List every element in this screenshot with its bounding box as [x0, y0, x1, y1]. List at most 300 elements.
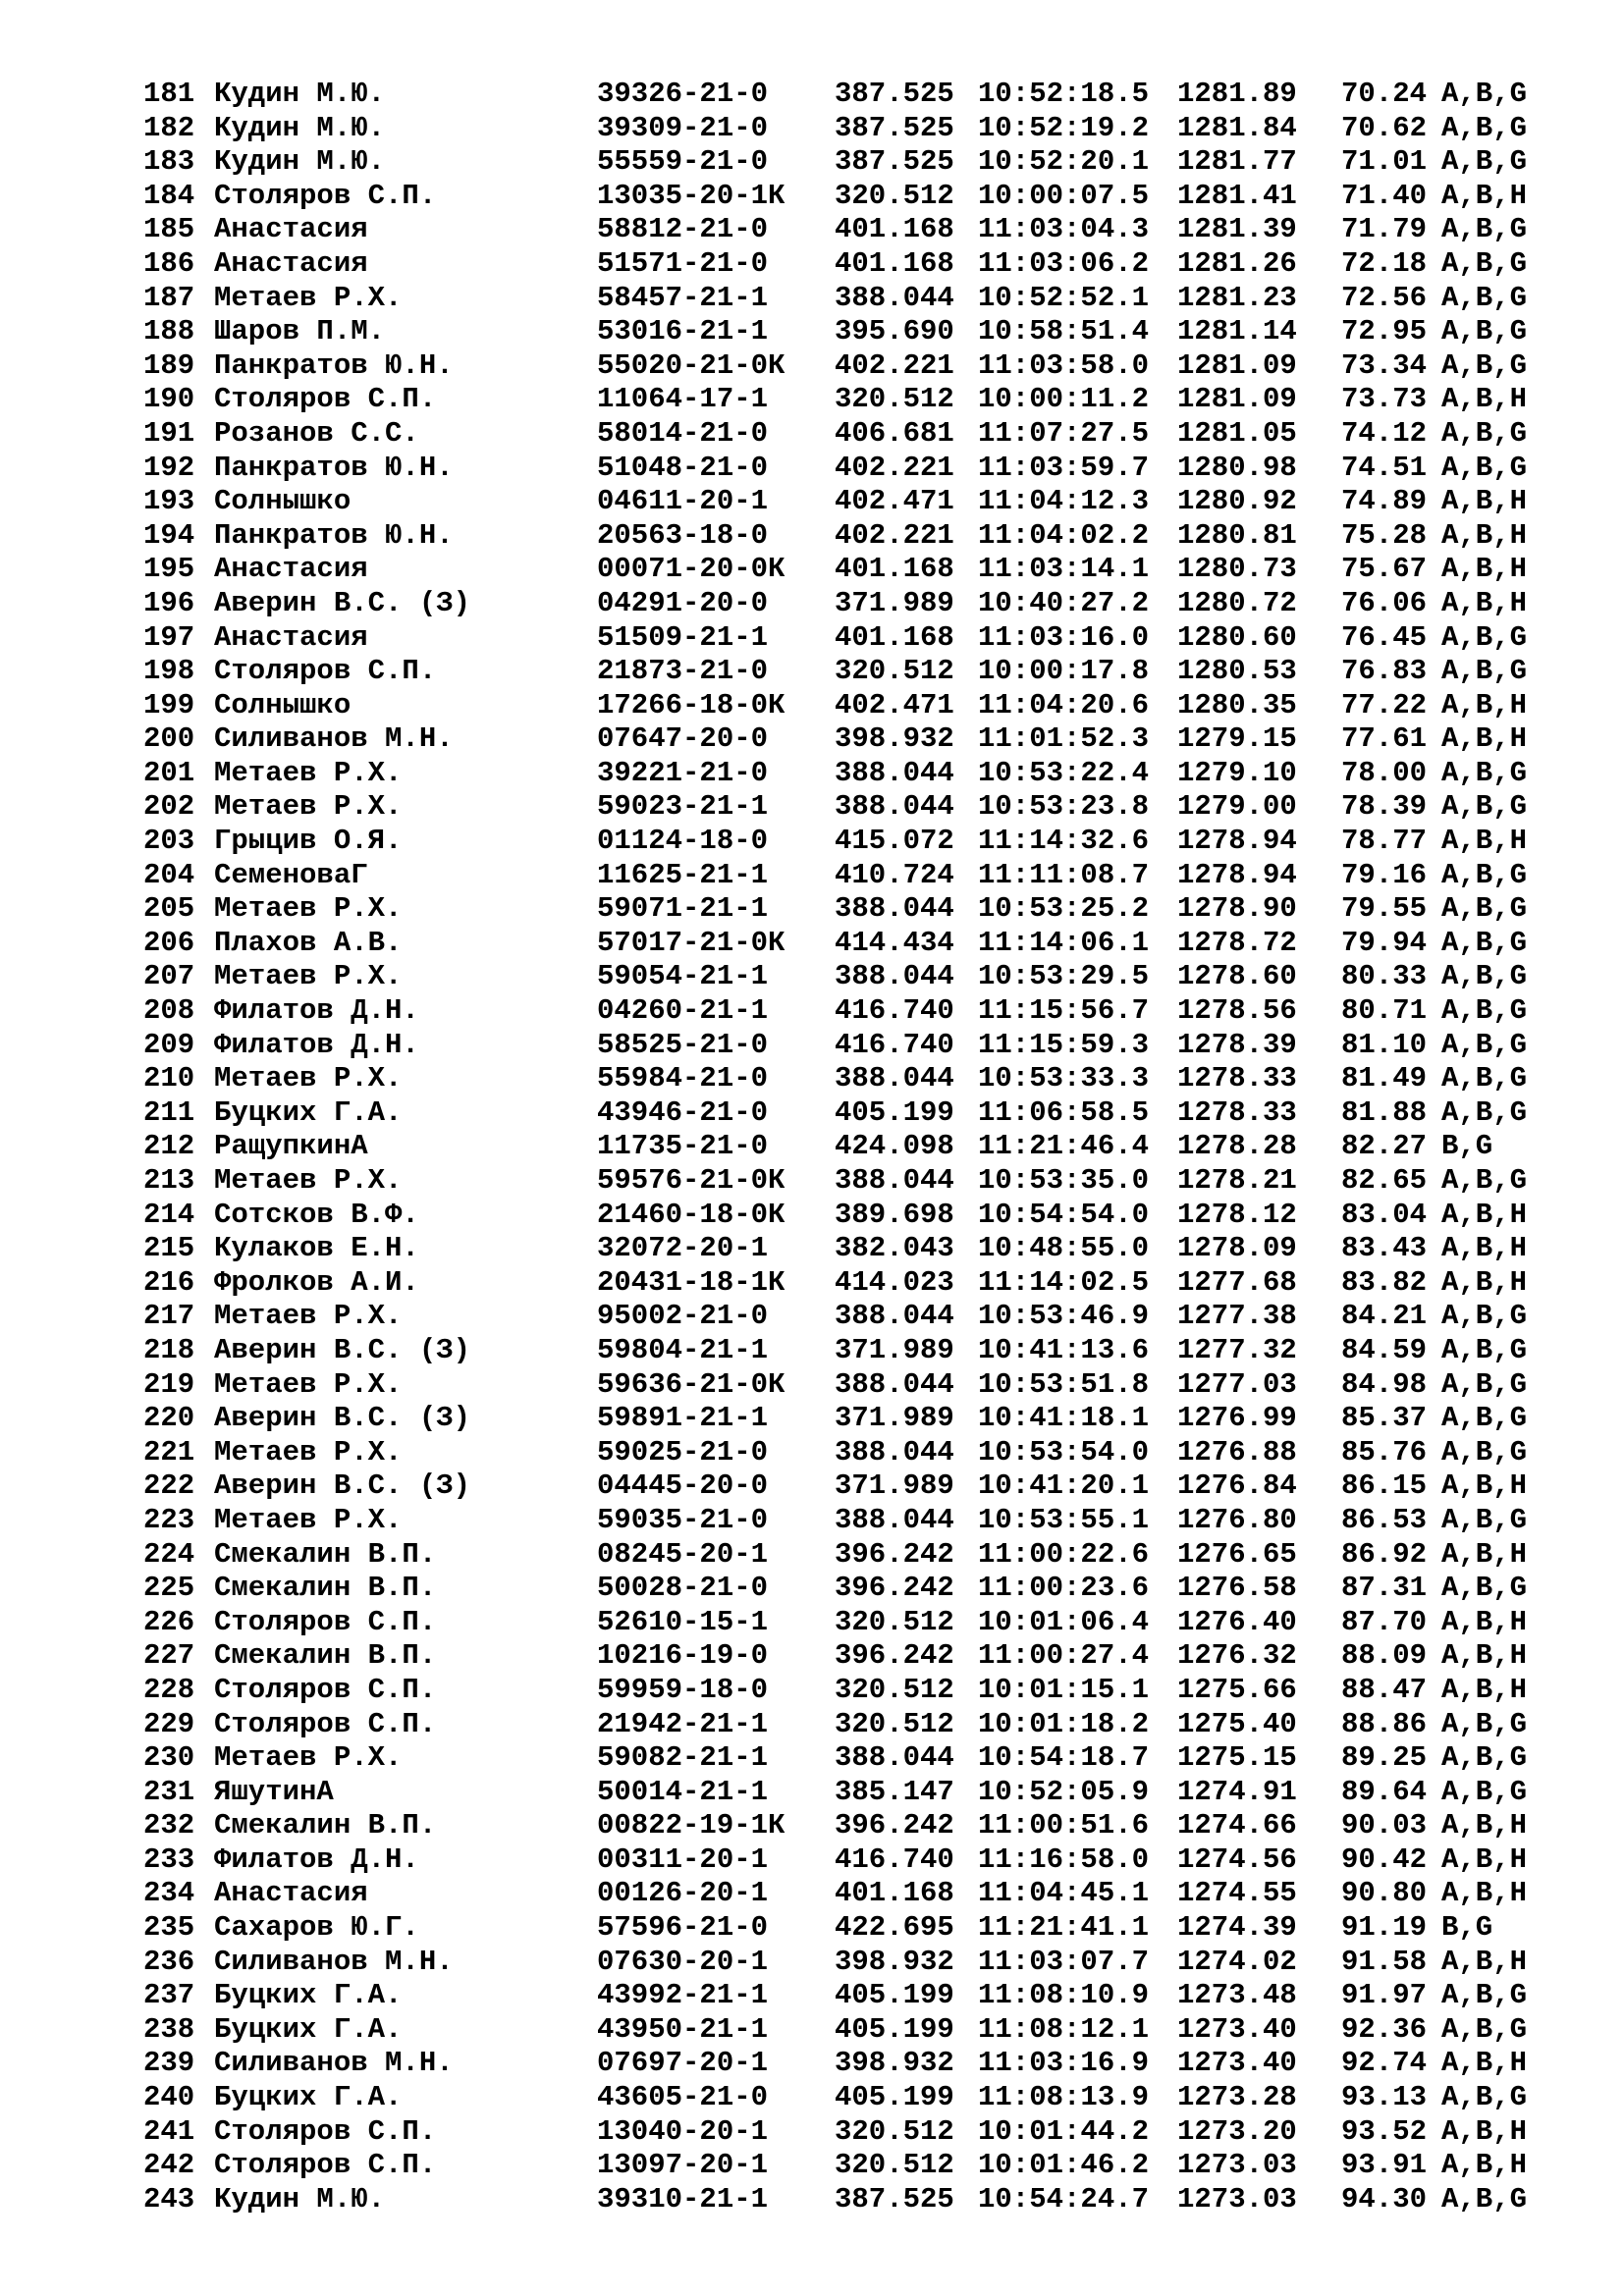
table-row — [143, 1130, 1598, 1164]
distance-cell: 389.698 — [835, 1198, 954, 1231]
categories-cell: B,G — [1441, 1911, 1493, 1945]
place-cell: 192 — [143, 451, 195, 484]
ring-number-cell: 04260-21-1 — [597, 994, 769, 1028]
distance-cell: 402.221 — [835, 518, 954, 552]
categories-cell: A,B,G — [1441, 416, 1528, 450]
distance-cell: 320.512 — [835, 1605, 954, 1638]
table-row — [143, 1741, 1598, 1776]
arrival-time-cell: 11:03:07.7 — [978, 1945, 1150, 1978]
arrival-time-cell: 10:53:29.5 — [978, 960, 1150, 993]
place-cell: 205 — [143, 892, 195, 926]
place-cell: 204 — [143, 858, 195, 891]
coefficient-cell: 71.40 — [1341, 179, 1428, 212]
ring-number-cell: 59891-21-1 — [597, 1402, 769, 1435]
coefficient-cell: 89.64 — [1341, 1775, 1428, 1808]
place-cell: 234 — [143, 1877, 195, 1910]
table-row — [143, 1469, 1598, 1504]
speed-cell: 1276.32 — [1177, 1639, 1297, 1673]
speed-cell: 1280.81 — [1177, 518, 1297, 552]
arrival-time-cell: 10:01:06.4 — [978, 1605, 1150, 1638]
coefficient-cell: 87.31 — [1341, 1572, 1428, 1605]
speed-cell: 1274.56 — [1177, 1842, 1297, 1876]
table-row — [143, 2115, 1598, 2150]
place-cell: 236 — [143, 1945, 195, 1978]
fancier-name-cell: РащупкинА — [214, 1130, 368, 1163]
arrival-time-cell: 11:14:32.6 — [978, 825, 1150, 858]
place-cell: 199 — [143, 688, 195, 721]
speed-cell: 1276.88 — [1177, 1435, 1297, 1468]
arrival-time-cell: 10:53:25.2 — [978, 892, 1150, 926]
categories-cell: A,B,G — [1441, 315, 1528, 348]
place-cell: 242 — [143, 2149, 195, 2182]
ring-number-cell: 00071-20-0К — [597, 553, 785, 586]
fancier-name-cell: Филатов Д.Н. — [214, 1028, 419, 1061]
ring-number-cell: 59576-21-0К — [597, 1164, 785, 1197]
speed-cell: 1273.03 — [1177, 2182, 1297, 2216]
table-row — [143, 1946, 1598, 1980]
place-cell: 231 — [143, 1775, 195, 1808]
speed-cell: 1276.84 — [1177, 1469, 1297, 1503]
distance-cell: 320.512 — [835, 1707, 954, 1740]
arrival-time-cell: 10:48:55.0 — [978, 1232, 1150, 1265]
place-cell: 201 — [143, 756, 195, 789]
place-cell: 207 — [143, 960, 195, 993]
distance-cell: 388.044 — [835, 790, 954, 824]
place-cell: 181 — [143, 78, 195, 110]
place-cell: 227 — [143, 1639, 195, 1673]
fancier-name-cell: Аверин В.С. (З) — [214, 586, 471, 619]
distance-cell: 388.044 — [835, 1741, 954, 1775]
speed-cell: 1277.68 — [1177, 1265, 1297, 1299]
table-row — [143, 349, 1598, 384]
fancier-name-cell: Столяров С.П. — [214, 655, 437, 688]
coefficient-cell: 91.58 — [1341, 1945, 1428, 1978]
coefficient-cell: 94.30 — [1341, 2182, 1428, 2216]
distance-cell: 398.932 — [835, 1945, 954, 1978]
coefficient-cell: 92.74 — [1341, 2047, 1428, 2080]
ring-number-cell: 52610-15-1 — [597, 1605, 769, 1638]
arrival-time-cell: 11:03:58.0 — [978, 348, 1150, 382]
table-row — [143, 1334, 1598, 1368]
fancier-name-cell: Кудин М.Ю. — [214, 145, 386, 179]
coefficient-cell: 72.95 — [1341, 315, 1428, 348]
fancier-name-cell: Столяров С.П. — [214, 2149, 437, 2182]
coefficient-cell: 90.42 — [1341, 1842, 1428, 1876]
coefficient-cell: 78.39 — [1341, 790, 1428, 824]
distance-cell: 401.168 — [835, 620, 954, 654]
place-cell: 241 — [143, 2114, 195, 2148]
fancier-name-cell: Сахаров Ю.Г. — [214, 1911, 419, 1945]
categories-cell: A,B,G — [1441, 655, 1528, 688]
place-cell: 182 — [143, 111, 195, 144]
arrival-time-cell: 10:00:11.2 — [978, 383, 1150, 416]
arrival-time-cell: 10:58:51.4 — [978, 315, 1150, 348]
place-cell: 223 — [143, 1503, 195, 1536]
distance-cell: 387.525 — [835, 78, 954, 110]
speed-cell: 1273.40 — [1177, 2047, 1297, 2080]
fancier-name-cell: Сотсков В.Ф. — [214, 1198, 419, 1231]
place-cell: 188 — [143, 315, 195, 348]
arrival-time-cell: 11:11:08.7 — [978, 858, 1150, 891]
table-row — [143, 927, 1598, 961]
categories-cell: A,B,H — [1441, 553, 1528, 586]
fancier-name-cell: Столяров С.П. — [214, 1605, 437, 1638]
ring-number-cell: 55020-21-0К — [597, 348, 785, 382]
speed-cell: 1278.39 — [1177, 1028, 1297, 1061]
place-cell: 237 — [143, 1979, 195, 2012]
speed-cell: 1281.26 — [1177, 246, 1297, 280]
distance-cell: 371.989 — [835, 1333, 954, 1366]
ring-number-cell: 59636-21-0К — [597, 1367, 785, 1401]
fancier-name-cell: Панкратов Ю.Н. — [214, 451, 454, 484]
fancier-name-cell: Метаев Р.Х. — [214, 1503, 403, 1536]
categories-cell: A,B,G — [1441, 2182, 1528, 2216]
categories-cell: A,B,G — [1441, 1164, 1528, 1197]
ring-number-cell: 32072-20-1 — [597, 1232, 769, 1265]
ring-number-cell: 21942-21-1 — [597, 1707, 769, 1740]
place-cell: 238 — [143, 2012, 195, 2046]
categories-cell: A,B,H — [1441, 1639, 1528, 1673]
categories-cell: A,B,G — [1441, 246, 1528, 280]
speed-cell: 1276.80 — [1177, 1503, 1297, 1536]
distance-cell: 414.434 — [835, 926, 954, 959]
table-row — [143, 2183, 1598, 2217]
table-row — [143, 994, 1598, 1029]
distance-cell: 405.199 — [835, 2081, 954, 2114]
place-cell: 190 — [143, 383, 195, 416]
coefficient-cell: 87.70 — [1341, 1605, 1428, 1638]
ring-number-cell: 11735-21-0 — [597, 1130, 769, 1163]
fancier-name-cell: Аверин В.С. (З) — [214, 1402, 471, 1435]
speed-cell: 1280.35 — [1177, 688, 1297, 721]
distance-cell: 388.044 — [835, 1062, 954, 1095]
coefficient-cell: 79.55 — [1341, 892, 1428, 926]
fancier-name-cell: Столяров С.П. — [214, 2114, 437, 2148]
coefficient-cell: 90.03 — [1341, 1809, 1428, 1842]
coefficient-cell: 79.94 — [1341, 926, 1428, 959]
distance-cell: 424.098 — [835, 1130, 954, 1163]
place-cell: 185 — [143, 213, 195, 246]
table-row — [143, 655, 1598, 689]
arrival-time-cell: 11:00:27.4 — [978, 1639, 1150, 1673]
distance-cell: 396.242 — [835, 1537, 954, 1571]
arrival-time-cell: 11:04:45.1 — [978, 1877, 1150, 1910]
distance-cell: 405.199 — [835, 1979, 954, 2012]
ring-number-cell: 13035-20-1К — [597, 179, 785, 212]
coefficient-cell: 70.24 — [1341, 78, 1428, 110]
table-row — [143, 1062, 1598, 1096]
place-cell: 235 — [143, 1911, 195, 1945]
table-row — [143, 790, 1598, 825]
coefficient-cell: 80.71 — [1341, 994, 1428, 1028]
fancier-name-cell: Грыцив О.Я. — [214, 825, 403, 858]
arrival-time-cell: 11:03:14.1 — [978, 553, 1150, 586]
place-cell: 232 — [143, 1809, 195, 1842]
ring-number-cell: 07697-20-1 — [597, 2047, 769, 2080]
distance-cell: 388.044 — [835, 1435, 954, 1468]
place-cell: 226 — [143, 1605, 195, 1638]
fancier-name-cell: Метаев Р.Х. — [214, 790, 403, 824]
place-cell: 233 — [143, 1842, 195, 1876]
table-row — [143, 1538, 1598, 1573]
ring-number-cell: 39310-21-1 — [597, 2182, 769, 2216]
table-row — [143, 1674, 1598, 1708]
arrival-time-cell: 10:01:15.1 — [978, 1673, 1150, 1706]
speed-cell: 1281.14 — [1177, 315, 1297, 348]
ring-number-cell: 20563-18-0 — [597, 518, 769, 552]
speed-cell: 1278.33 — [1177, 1095, 1297, 1129]
coefficient-cell: 72.56 — [1341, 281, 1428, 314]
arrival-time-cell: 11:04:02.2 — [978, 518, 1150, 552]
arrival-time-cell: 11:08:13.9 — [978, 2081, 1150, 2114]
coefficient-cell: 85.76 — [1341, 1435, 1428, 1468]
coefficient-cell: 88.09 — [1341, 1639, 1428, 1673]
coefficient-cell: 71.79 — [1341, 213, 1428, 246]
categories-cell: A,B,G — [1441, 1979, 1528, 2012]
arrival-time-cell: 10:54:54.0 — [978, 1198, 1150, 1231]
categories-cell: A,B,H — [1441, 383, 1528, 416]
speed-cell: 1281.39 — [1177, 213, 1297, 246]
coefficient-cell: 81.49 — [1341, 1062, 1428, 1095]
distance-cell: 320.512 — [835, 2149, 954, 2182]
coefficient-cell: 84.98 — [1341, 1367, 1428, 1401]
distance-cell: 385.147 — [835, 1775, 954, 1808]
arrival-time-cell: 10:52:20.1 — [978, 145, 1150, 179]
distance-cell: 398.932 — [835, 722, 954, 756]
distance-cell: 371.989 — [835, 1469, 954, 1503]
categories-cell: A,B,G — [1441, 2012, 1528, 2046]
table-row — [143, 485, 1598, 519]
fancier-name-cell: Столяров С.П. — [214, 179, 437, 212]
arrival-time-cell: 10:52:19.2 — [978, 111, 1150, 144]
fancier-name-cell: Аверин В.С. (З) — [214, 1333, 471, 1366]
speed-cell: 1278.33 — [1177, 1062, 1297, 1095]
coefficient-cell: 72.18 — [1341, 246, 1428, 280]
coefficient-cell: 86.92 — [1341, 1537, 1428, 1571]
place-cell: 211 — [143, 1095, 195, 1129]
speed-cell: 1281.09 — [1177, 348, 1297, 382]
arrival-time-cell: 10:53:55.1 — [978, 1503, 1150, 1536]
arrival-time-cell: 10:52:52.1 — [978, 281, 1150, 314]
categories-cell: A,B,H — [1441, 825, 1528, 858]
place-cell: 221 — [143, 1435, 195, 1468]
place-cell: 187 — [143, 281, 195, 314]
ring-number-cell: 57017-21-0К — [597, 926, 785, 959]
categories-cell: A,B,H — [1441, 485, 1528, 518]
table-row — [143, 145, 1598, 180]
ring-number-cell: 21873-21-0 — [597, 655, 769, 688]
coefficient-cell: 84.21 — [1341, 1300, 1428, 1333]
place-cell: 217 — [143, 1300, 195, 1333]
place-cell: 215 — [143, 1232, 195, 1265]
categories-cell: A,B,H — [1441, 1877, 1528, 1910]
speed-cell: 1278.60 — [1177, 960, 1297, 993]
fancier-name-cell: Розанов С.С. — [214, 416, 419, 450]
ring-number-cell: 57596-21-0 — [597, 1911, 769, 1945]
speed-cell: 1273.28 — [1177, 2081, 1297, 2114]
speed-cell: 1278.90 — [1177, 892, 1297, 926]
ring-number-cell: 39326-21-0 — [597, 78, 769, 110]
fancier-name-cell: Силиванов М.Н. — [214, 722, 454, 756]
coefficient-cell: 83.43 — [1341, 1232, 1428, 1265]
table-row — [143, 2081, 1598, 2115]
table-row — [143, 180, 1598, 214]
table-row — [143, 282, 1598, 316]
arrival-time-cell: 11:04:20.6 — [978, 688, 1150, 721]
table-row — [143, 1199, 1598, 1233]
arrival-time-cell: 10:53:35.0 — [978, 1164, 1150, 1197]
table-row — [143, 553, 1598, 587]
place-cell: 184 — [143, 179, 195, 212]
speed-cell: 1281.05 — [1177, 416, 1297, 450]
table-row — [143, 78, 1598, 112]
distance-cell: 388.044 — [835, 1503, 954, 1536]
ring-number-cell: 01124-18-0 — [597, 825, 769, 858]
speed-cell: 1278.56 — [1177, 994, 1297, 1028]
place-cell: 220 — [143, 1402, 195, 1435]
distance-cell: 382.043 — [835, 1232, 954, 1265]
coefficient-cell: 78.77 — [1341, 825, 1428, 858]
speed-cell: 1278.12 — [1177, 1198, 1297, 1231]
distance-cell: 371.989 — [835, 1402, 954, 1435]
fancier-name-cell: Метаев Р.Х. — [214, 756, 403, 789]
arrival-time-cell: 11:07:27.5 — [978, 416, 1150, 450]
categories-cell: A,B,H — [1441, 1198, 1528, 1231]
ring-number-cell: 00311-20-1 — [597, 1842, 769, 1876]
fancier-name-cell: Шаров П.М. — [214, 315, 386, 348]
coefficient-cell: 71.01 — [1341, 145, 1428, 179]
categories-cell: A,B,H — [1441, 2114, 1528, 2148]
ring-number-cell: 43992-21-1 — [597, 1979, 769, 2012]
categories-cell: A,B,G — [1441, 790, 1528, 824]
arrival-time-cell: 11:03:16.9 — [978, 2047, 1150, 2080]
ring-number-cell: 55984-21-0 — [597, 1062, 769, 1095]
ring-number-cell: 59071-21-1 — [597, 892, 769, 926]
categories-cell: B,G — [1441, 1130, 1493, 1163]
distance-cell: 415.072 — [835, 825, 954, 858]
place-cell: 218 — [143, 1333, 195, 1366]
arrival-time-cell: 10:01:46.2 — [978, 2149, 1150, 2182]
ring-number-cell: 13040-20-1 — [597, 2114, 769, 2148]
ring-number-cell: 11625-21-1 — [597, 858, 769, 891]
fancier-name-cell: Метаев Р.Х. — [214, 1367, 403, 1401]
ring-number-cell: 50028-21-0 — [597, 1572, 769, 1605]
coefficient-cell: 89.25 — [1341, 1741, 1428, 1775]
fancier-name-cell: Кулаков Е.Н. — [214, 1232, 419, 1265]
fancier-name-cell: Буцких Г.А. — [214, 1095, 403, 1129]
coefficient-cell: 91.19 — [1341, 1911, 1428, 1945]
table-row — [143, 1572, 1598, 1606]
coefficient-cell: 84.59 — [1341, 1333, 1428, 1366]
ring-number-cell: 07647-20-0 — [597, 722, 769, 756]
ring-number-cell: 59804-21-1 — [597, 1333, 769, 1366]
place-cell: 213 — [143, 1164, 195, 1197]
place-cell: 197 — [143, 620, 195, 654]
fancier-name-cell: Плахов А.В. — [214, 926, 403, 959]
fancier-name-cell: Кудин М.Ю. — [214, 78, 386, 110]
table-row — [143, 452, 1598, 486]
coefficient-cell: 88.86 — [1341, 1707, 1428, 1740]
speed-cell: 1276.58 — [1177, 1572, 1297, 1605]
coefficient-cell: 79.16 — [1341, 858, 1428, 891]
ring-number-cell: 95002-21-0 — [597, 1300, 769, 1333]
ring-number-cell: 00126-20-1 — [597, 1877, 769, 1910]
table-row — [143, 587, 1598, 621]
ring-number-cell: 21460-18-0К — [597, 1198, 785, 1231]
place-cell: 224 — [143, 1537, 195, 1571]
table-row — [143, 757, 1598, 791]
fancier-name-cell: Анастасия — [214, 246, 368, 280]
speed-cell: 1280.73 — [1177, 553, 1297, 586]
arrival-time-cell: 11:00:23.6 — [978, 1572, 1150, 1605]
fancier-name-cell: Смекалин В.П. — [214, 1809, 437, 1842]
table-row — [143, 1877, 1598, 1911]
categories-cell: A,B,G — [1441, 960, 1528, 993]
table-row — [143, 247, 1598, 282]
distance-cell: 405.199 — [835, 2012, 954, 2046]
table-row — [143, 1911, 1598, 1946]
coefficient-cell: 92.36 — [1341, 2012, 1428, 2046]
arrival-time-cell: 11:06:58.5 — [978, 1095, 1150, 1129]
distance-cell: 414.023 — [835, 1265, 954, 1299]
table-row — [143, 315, 1598, 349]
table-row — [143, 892, 1598, 927]
arrival-time-cell: 10:40:27.2 — [978, 586, 1150, 619]
place-cell: 225 — [143, 1572, 195, 1605]
place-cell: 240 — [143, 2081, 195, 2114]
place-cell: 193 — [143, 485, 195, 518]
distance-cell: 387.525 — [835, 2182, 954, 2216]
arrival-time-cell: 11:03:04.3 — [978, 213, 1150, 246]
fancier-name-cell: Столяров С.П. — [214, 1673, 437, 1706]
categories-cell: A,B,G — [1441, 1367, 1528, 1401]
arrival-time-cell: 10:53:22.4 — [978, 756, 1150, 789]
place-cell: 203 — [143, 825, 195, 858]
ring-number-cell: 55559-21-0 — [597, 145, 769, 179]
fancier-name-cell: Силиванов М.Н. — [214, 2047, 454, 2080]
ring-number-cell: 59035-21-0 — [597, 1503, 769, 1536]
table-row — [143, 1843, 1598, 1878]
speed-cell: 1277.38 — [1177, 1300, 1297, 1333]
categories-cell: A,B,H — [1441, 688, 1528, 721]
arrival-time-cell: 10:41:18.1 — [978, 1402, 1150, 1435]
speed-cell: 1275.40 — [1177, 1707, 1297, 1740]
categories-cell: A,B,H — [1441, 2047, 1528, 2080]
ring-number-cell: 59082-21-1 — [597, 1741, 769, 1775]
distance-cell: 387.525 — [835, 145, 954, 179]
arrival-time-cell: 10:41:13.6 — [978, 1333, 1150, 1366]
fancier-name-cell: Столяров С.П. — [214, 383, 437, 416]
coefficient-cell: 82.65 — [1341, 1164, 1428, 1197]
fancier-name-cell: ЯшутинА — [214, 1775, 334, 1808]
coefficient-cell: 75.28 — [1341, 518, 1428, 552]
table-row — [143, 1029, 1598, 1063]
arrival-time-cell: 10:54:18.7 — [978, 1741, 1150, 1775]
table-row — [143, 1232, 1598, 1266]
categories-cell: A,B,G — [1441, 451, 1528, 484]
distance-cell: 406.681 — [835, 416, 954, 450]
fancier-name-cell: Панкратов Ю.Н. — [214, 348, 454, 382]
coefficient-cell: 74.12 — [1341, 416, 1428, 450]
fancier-name-cell: Буцких Г.А. — [214, 2012, 403, 2046]
distance-cell: 416.740 — [835, 994, 954, 1028]
fancier-name-cell: Метаев Р.Х. — [214, 1300, 403, 1333]
categories-cell: A,B,H — [1441, 1469, 1528, 1503]
fancier-name-cell: Смекалин В.П. — [214, 1572, 437, 1605]
place-cell: 186 — [143, 246, 195, 280]
categories-cell: A,B,H — [1441, 2149, 1528, 2182]
ring-number-cell: 43605-21-0 — [597, 2081, 769, 2114]
